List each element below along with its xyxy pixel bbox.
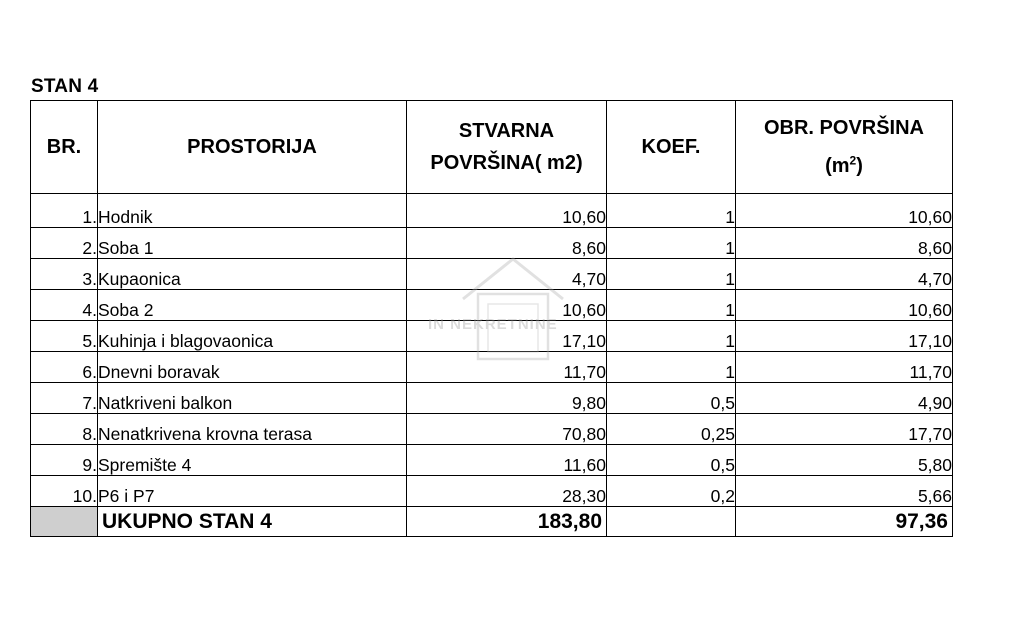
header-obr-line2: $(m^2)$ (825, 153, 863, 177)
room-area: 11,70 (407, 352, 607, 383)
row-number: 10. (31, 476, 98, 507)
row-number: 9. (31, 445, 98, 476)
room-area: 9,80 (407, 383, 607, 414)
table-row (31, 476, 953, 507)
room-area: 17,10 (407, 321, 607, 352)
table-row (31, 352, 953, 383)
room-name: Hodnik (98, 194, 407, 228)
room-koef: 0,2 (607, 476, 736, 507)
header-obr-povrsina (736, 101, 953, 194)
watermark-text: IN NEKRETNINE (428, 316, 558, 333)
room-obr-area: 5,80 (736, 445, 953, 476)
header-stvarna-line1: STVARNA (458, 120, 555, 142)
total-area: 183,80 (407, 507, 607, 537)
header-obr-line1: OBR. POVRŠINA (763, 117, 925, 140)
table-header-row (31, 101, 953, 194)
room-obr-area: 10,60 (736, 194, 953, 228)
header-stvarna-line2: POVRŠINA( m2) (430, 152, 583, 174)
total-label: UKUPNO STAN 4 (98, 507, 407, 537)
room-obr-area: 4,70 (736, 259, 953, 290)
row-number: 5. (31, 321, 98, 352)
room-koef: 1 (607, 352, 736, 383)
row-number: 1. (31, 194, 98, 228)
room-obr-area: 5,66 (736, 476, 953, 507)
header-stvarna-povrsina (407, 101, 607, 194)
room-obr-area: 11,70 (736, 352, 953, 383)
table-row (31, 383, 953, 414)
room-name: Nenatkrivena krovna terasa (98, 414, 407, 445)
header-br: BR. (31, 101, 98, 194)
room-area: 4,70 (407, 259, 607, 290)
room-area: 10,60 (407, 194, 607, 228)
table-row (31, 194, 953, 228)
room-koef: 1 (607, 259, 736, 290)
total-koef-cell (607, 507, 736, 537)
table-row (31, 414, 953, 445)
room-name: Spremište 4 (98, 445, 407, 476)
room-obr-area: 10,60 (736, 290, 953, 321)
table-row (31, 228, 953, 259)
room-name: Kuhinja i blagovaonica (98, 321, 407, 352)
room-area: 11,60 (407, 445, 607, 476)
room-name: Soba 1 (98, 228, 407, 259)
room-koef: 1 (607, 321, 736, 352)
table-row (31, 445, 953, 476)
room-area: 70,80 (407, 414, 607, 445)
table-row (31, 259, 953, 290)
room-koef: 1 (607, 228, 736, 259)
total-br-cell (31, 507, 98, 537)
room-name: Dnevni boravak (98, 352, 407, 383)
row-number: 6. (31, 352, 98, 383)
room-obr-area: 8,60 (736, 228, 953, 259)
room-obr-area: 4,90 (736, 383, 953, 414)
total-row (31, 507, 953, 537)
header-prostorija: PROSTORIJA (98, 101, 407, 194)
room-koef: 1 (607, 194, 736, 228)
room-obr-area: 17,10 (736, 321, 953, 352)
room-area: 10,60 (407, 290, 607, 321)
table-row (31, 321, 953, 352)
page-title: STAN 4 (31, 76, 99, 97)
row-number: 2. (31, 228, 98, 259)
room-name: Natkriveni balkon (98, 383, 407, 414)
rooms-table (30, 100, 953, 537)
room-name: P6 i P7 (98, 476, 407, 507)
row-number: 4. (31, 290, 98, 321)
total-obr: 97,36 (736, 507, 953, 537)
room-koef: 0,5 (607, 383, 736, 414)
room-name: Kupaonica (98, 259, 407, 290)
room-obr-area: 17,70 (736, 414, 953, 445)
row-number: 7. (31, 383, 98, 414)
room-koef: 0,5 (607, 445, 736, 476)
room-koef: 1 (607, 290, 736, 321)
room-area: 28,30 (407, 476, 607, 507)
row-number: 3. (31, 259, 98, 290)
room-koef: 0,25 (607, 414, 736, 445)
table-row (31, 290, 953, 321)
room-name: Soba 2 (98, 290, 407, 321)
room-area: 8,60 (407, 228, 607, 259)
row-number: 8. (31, 414, 98, 445)
header-koef: KOEF. (607, 101, 736, 194)
